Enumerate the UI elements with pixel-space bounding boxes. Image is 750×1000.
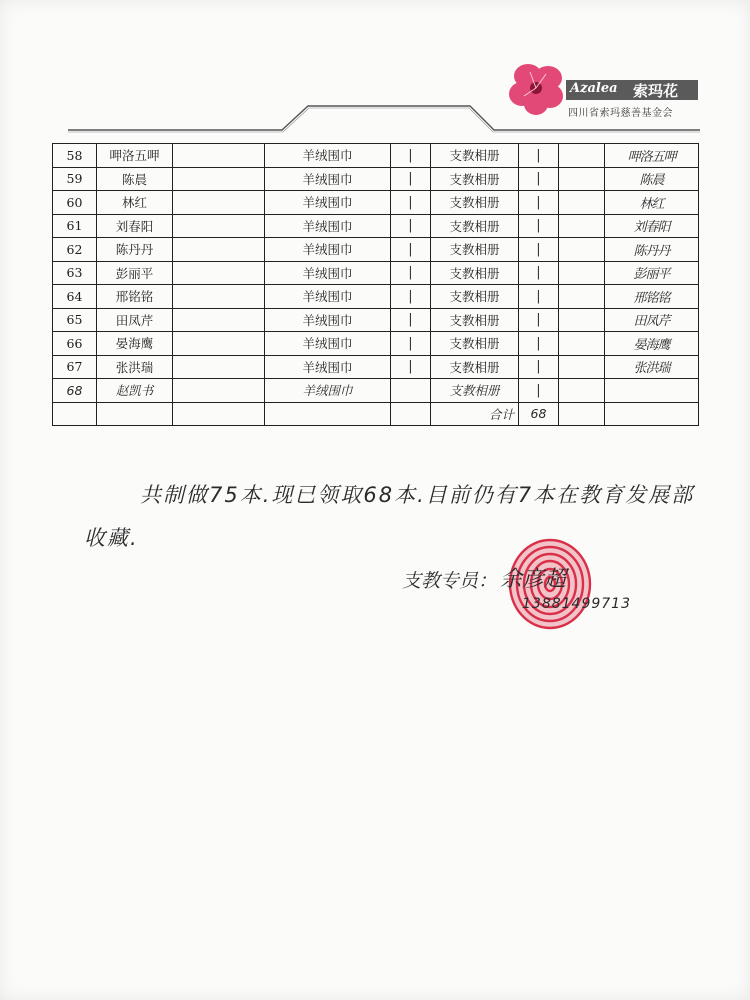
blank-cell (559, 261, 605, 285)
recipient-signature-text: 晏海鹰 (633, 337, 670, 353)
recipient-signature (605, 379, 699, 403)
row-number-text: 59 (66, 171, 83, 187)
blank-cell (559, 332, 605, 356)
item-album-text: 支教相册 (449, 265, 500, 281)
item-album (431, 191, 519, 215)
row-number (53, 332, 97, 356)
item-scarf-text: 羊绒围巾 (302, 148, 353, 164)
recipient-signature-text: 林红 (639, 196, 664, 212)
item-album-text: 支教相册 (449, 148, 500, 164)
recipient-name-text: 陈丹丹 (115, 242, 154, 258)
item-scarf-text: 羊绒围巾 (302, 336, 353, 352)
qty-scarf-text: | (408, 194, 413, 210)
blank-cell (173, 308, 265, 332)
table-row (53, 379, 699, 403)
item-album (431, 379, 519, 403)
row-number-text: 63 (66, 265, 83, 281)
qty-album-text: | (536, 147, 541, 163)
row-number-text: 64 (66, 288, 83, 304)
total-value-text: 68 (530, 406, 547, 422)
table-row (53, 355, 699, 379)
recipient-signature-text: 刘春阳 (633, 220, 670, 236)
table-row (53, 238, 699, 262)
qty-scarf (391, 167, 431, 191)
recipient-name (97, 167, 173, 191)
qty-scarf (391, 238, 431, 262)
item-scarf (265, 167, 391, 191)
qty-scarf (391, 379, 431, 403)
qty-scarf-text: | (408, 241, 413, 257)
recipient-signature-text: 陈晨 (639, 173, 664, 189)
item-album (431, 261, 519, 285)
recipient-table (52, 143, 699, 426)
qty-scarf (391, 285, 431, 309)
table-row (53, 167, 699, 191)
recipient-name-text: 晏海鹰 (115, 336, 154, 352)
logo-english-name: Azalea (570, 81, 618, 96)
item-scarf (265, 355, 391, 379)
recipient-name (97, 308, 173, 332)
blank-cell (97, 402, 173, 426)
qty-album (519, 308, 559, 332)
item-album (431, 167, 519, 191)
recipient-signature (605, 191, 699, 215)
qty-album-text: | (536, 335, 541, 351)
item-album (431, 214, 519, 238)
qty-album (519, 167, 559, 191)
item-album-text: 支教相册 (449, 359, 500, 375)
item-scarf (265, 238, 391, 262)
row-number-text: 66 (66, 335, 83, 351)
blank-cell (265, 402, 391, 426)
blank-cell (173, 238, 265, 262)
blank-cell (173, 191, 265, 215)
item-scarf-text: 羊绒围巾 (302, 218, 353, 234)
qty-scarf (391, 144, 431, 168)
row-number-text: 68 (66, 382, 83, 398)
item-scarf-text: 羊绒围巾 (302, 312, 353, 328)
blank-cell (559, 191, 605, 215)
item-album (431, 355, 519, 379)
logo-organization: 四川省索玛慈善基金会 (568, 108, 673, 119)
handwritten-note-line2: 收藏. (84, 526, 139, 550)
recipient-name-text: 田凤芹 (115, 312, 154, 328)
row-number (53, 261, 97, 285)
recipient-signature (605, 167, 699, 191)
recipient-name (97, 285, 173, 309)
qty-album (519, 332, 559, 356)
blank-cell (559, 285, 605, 309)
row-number (53, 214, 97, 238)
blank-cell (173, 167, 265, 191)
row-number-text: 60 (66, 194, 83, 210)
item-scarf-text: 羊绒围巾 (302, 265, 353, 281)
row-number-text: 62 (66, 241, 83, 257)
table-row (53, 261, 699, 285)
item-album-text: 支教相册 (449, 242, 500, 258)
recipient-signature-text: 邢铭铭 (633, 290, 670, 306)
item-scarf-text: 羊绒围巾 (302, 289, 353, 305)
qty-album-text: | (536, 218, 541, 234)
table-row (53, 144, 699, 168)
item-scarf (265, 144, 391, 168)
item-scarf (265, 308, 391, 332)
recipient-signature-text: 彭丽平 (633, 267, 670, 283)
blank-cell (559, 355, 605, 379)
table-row (53, 285, 699, 309)
recipient-name (97, 355, 173, 379)
qty-scarf (391, 308, 431, 332)
recipient-name (97, 144, 173, 168)
item-scarf (265, 261, 391, 285)
row-number-text: 61 (66, 218, 83, 234)
recipient-signature (605, 332, 699, 356)
qty-album (519, 238, 559, 262)
row-number-text: 67 (66, 359, 83, 375)
row-number (53, 167, 97, 191)
qty-scarf (391, 261, 431, 285)
total-row (53, 402, 699, 426)
table-row (53, 332, 699, 356)
item-album (431, 308, 519, 332)
item-album-text: 支教相册 (449, 195, 500, 211)
recipient-name-text: 彭丽平 (115, 265, 154, 281)
blank-cell (559, 308, 605, 332)
signoff-signature: 余彦超 (500, 567, 567, 592)
blank-cell (53, 402, 97, 426)
item-album-text: 支教相册 (449, 171, 500, 187)
recipient-signature (605, 261, 699, 285)
item-scarf (265, 285, 391, 309)
blank-cell (559, 167, 605, 191)
recipient-signature (605, 214, 699, 238)
recipient-name (97, 238, 173, 262)
item-album (431, 332, 519, 356)
total-label-text: 合计 (488, 406, 514, 422)
qty-album-text: | (536, 382, 541, 398)
table-row (53, 214, 699, 238)
blank-cell (173, 355, 265, 379)
item-album (431, 144, 519, 168)
recipient-signature-text: 张洪瑞 (633, 361, 670, 377)
qty-scarf-text: | (408, 335, 413, 351)
item-scarf-text: 羊绒围巾 (302, 195, 353, 211)
item-scarf (265, 214, 391, 238)
recipient-signature (605, 285, 699, 309)
item-scarf (265, 332, 391, 356)
blank-cell (559, 144, 605, 168)
foundation-logo (506, 58, 702, 124)
blank-cell (559, 214, 605, 238)
qty-scarf-text: | (408, 147, 413, 163)
item-scarf-text: 羊绒围巾 (302, 383, 353, 399)
blank-cell (173, 332, 265, 356)
recipient-name (97, 191, 173, 215)
qty-scarf (391, 214, 431, 238)
blank-cell (559, 238, 605, 262)
row-number (53, 285, 97, 309)
qty-album (519, 355, 559, 379)
recipient-signature (605, 308, 699, 332)
qty-scarf (391, 355, 431, 379)
recipient-signature-text: 呷洛五呷 (627, 149, 676, 165)
blank-cell (173, 285, 265, 309)
item-album-text: 支教相册 (449, 336, 500, 352)
qty-album (519, 214, 559, 238)
item-scarf-text: 羊绒围巾 (302, 171, 353, 187)
signoff-label: 支教专员： (402, 570, 498, 592)
blank-cell (391, 402, 431, 426)
qty-album-text: | (536, 312, 541, 328)
qty-scarf-text: | (408, 288, 413, 304)
blank-cell (559, 402, 605, 426)
qty-album-text: | (536, 171, 541, 187)
blank-cell (173, 379, 265, 403)
item-album-text: 支教相册 (449, 312, 500, 328)
qty-album-text: | (536, 241, 541, 257)
handwritten-note-line1: 共制做75本.现已领取68本.目前仍有7本在教育发展部 (140, 483, 695, 507)
recipient-signature-text: 田凤芹 (633, 314, 670, 330)
qty-album-text: | (536, 359, 541, 375)
recipient-name (97, 261, 173, 285)
item-album-text: 支教相册 (449, 383, 500, 399)
row-number (53, 355, 97, 379)
qty-scarf-text: | (408, 171, 413, 187)
qty-scarf (391, 332, 431, 356)
qty-scarf-text: | (408, 359, 413, 375)
logo-chinese-name: 索玛花 (633, 82, 679, 100)
item-album-text: 支教相册 (449, 289, 500, 305)
row-number-text: 58 (66, 147, 83, 163)
qty-album-text: | (536, 194, 541, 210)
recipient-name-text: 张洪瑞 (115, 359, 154, 375)
recipient-signature-text: 陈丹丹 (633, 243, 670, 259)
qty-album (519, 379, 559, 403)
blank-cell (605, 402, 699, 426)
recipient-name-text: 刘春阳 (115, 218, 154, 234)
recipient-name-text: 陈晨 (121, 171, 147, 187)
recipient-signature (605, 238, 699, 262)
recipient-name-text: 林红 (121, 195, 147, 211)
qty-album (519, 191, 559, 215)
blank-cell (173, 214, 265, 238)
qty-scarf-text: | (408, 312, 413, 328)
blank-cell (173, 144, 265, 168)
blank-cell (559, 379, 605, 403)
recipient-name-text: 呷洛五呷 (109, 148, 160, 164)
qty-scarf-text: | (408, 218, 413, 234)
row-number (53, 144, 97, 168)
item-scarf-text: 羊绒围巾 (302, 359, 353, 375)
recipient-name-text: 赵凯书 (115, 383, 154, 399)
table-row (53, 308, 699, 332)
qty-scarf (391, 191, 431, 215)
recipient-name (97, 379, 173, 403)
qty-album-text: | (536, 265, 541, 281)
qty-album (519, 285, 559, 309)
qty-album (519, 261, 559, 285)
signoff-phone: 13881499713 (522, 596, 631, 612)
recipient-table-body (53, 144, 699, 426)
blank-cell (173, 261, 265, 285)
total-value (519, 402, 559, 426)
item-album (431, 238, 519, 262)
row-number (53, 191, 97, 215)
recipient-signature (605, 144, 699, 168)
row-number (53, 379, 97, 403)
row-number-text: 65 (66, 312, 83, 328)
recipient-name-text: 邢铭铭 (115, 289, 154, 305)
recipient-name (97, 214, 173, 238)
qty-album-text: | (536, 288, 541, 304)
row-number (53, 308, 97, 332)
item-album-text: 支教相册 (449, 218, 500, 234)
blank-cell (173, 402, 265, 426)
table-row (53, 191, 699, 215)
row-number (53, 238, 97, 262)
item-scarf-text: 羊绒围巾 (302, 242, 353, 258)
total-label (431, 402, 519, 426)
azalea-flower-icon (506, 58, 572, 118)
recipient-signature (605, 355, 699, 379)
item-album (431, 285, 519, 309)
item-scarf (265, 379, 391, 403)
qty-album (519, 144, 559, 168)
recipient-name (97, 332, 173, 356)
qty-scarf-text: | (408, 265, 413, 281)
item-scarf (265, 191, 391, 215)
